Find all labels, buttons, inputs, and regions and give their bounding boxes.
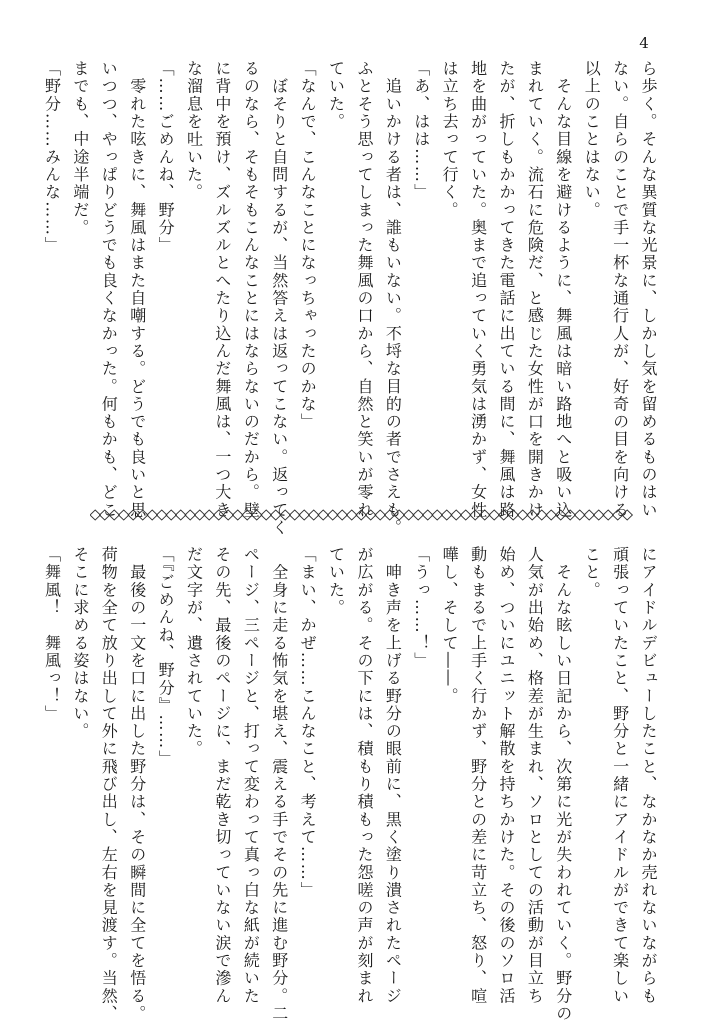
diamond-ornament xyxy=(480,510,490,520)
diamond-ornament xyxy=(337,510,347,520)
text-line: 以上のことはない。 xyxy=(582,60,602,219)
text-line: ていた。 xyxy=(326,60,346,131)
diamond-ornament xyxy=(309,510,319,520)
diamond-ornament xyxy=(356,510,366,520)
text-line: な溜息を吐いた。 xyxy=(184,60,204,202)
text-line: 「舞風！ 舞風っ！」 xyxy=(42,546,62,723)
diamond-ornament xyxy=(366,510,376,520)
diamond-ornament xyxy=(613,510,623,520)
diamond-ornament xyxy=(622,510,632,520)
text-line: そんな眩しい日記から、次第に光が失われていく。野分の xyxy=(553,546,573,1023)
diamond-ornament xyxy=(128,510,138,520)
diamond-ornament xyxy=(442,510,452,520)
text-line: 零れた呟きに、舞風はまた自嘲する。どうでも良いと思 xyxy=(127,60,147,519)
diamond-ornament xyxy=(575,510,585,520)
diamond-ornament xyxy=(375,510,385,520)
diamond-ornament xyxy=(290,510,300,520)
diamond-ornament xyxy=(594,510,604,520)
diamond-ornament xyxy=(413,510,423,520)
text-line: 呻き声を上げる野分の眼前に、黒く塗り潰されたページ xyxy=(383,546,403,1005)
diamond-ornament xyxy=(328,510,338,520)
diamond-ornament xyxy=(451,510,461,520)
text-line: にアイドルデビューしたこと、なかなか売れないながらも xyxy=(639,546,658,1005)
text-line: 始め、ついにユニット解散を持ちかけた。その後のソロ活 xyxy=(496,546,516,1005)
text-line: たが、折しもかかってきた電話に出ている間に、舞風は路 xyxy=(496,60,516,519)
diamond-ornament xyxy=(261,510,271,520)
page-number: 4 xyxy=(639,34,649,52)
diamond-ornament xyxy=(461,510,471,520)
diamond-ornament xyxy=(166,510,176,520)
diamond-ornament xyxy=(147,510,157,520)
text-line: 「……ごめんね、野分」 xyxy=(156,60,176,255)
text-line: ふとそう思ってしまった舞風の口から、自然と笑いが零れ xyxy=(354,60,374,519)
diamond-ornament xyxy=(347,510,357,520)
diamond-ornament xyxy=(584,510,594,520)
text-line: ていた。 xyxy=(326,546,346,617)
text-line: 人気が出始め、格差が生まれ、ソロとしての活動が目立ち xyxy=(525,546,545,1005)
diamond-ornament xyxy=(508,510,518,520)
diamond-ornament xyxy=(90,510,100,520)
text-line: までも、中途半端だ。 xyxy=(70,60,90,237)
text-line: 頑張っていたこと、野分と一緒にアイドルができて楽しい xyxy=(610,546,630,1005)
text-column-lower xyxy=(42,546,662,1023)
text-line: 「うっ……！」 xyxy=(411,546,431,670)
diamond-ornament xyxy=(556,510,566,520)
text-line: 地を曲がっていた。奥まで追っていく勇気は湧かず、女性 xyxy=(468,60,488,519)
text-line: が広がる。その下には、積もり積もった怨嗟の声が刻まれ xyxy=(354,546,374,1005)
text-line: その先、最後のページに、まだ乾き切っていない涙で滲ん xyxy=(212,546,232,1005)
text-line: 「なんで、こんなことになっちゃったのかな」 xyxy=(298,60,318,431)
text-line: 「野分……みんな……」 xyxy=(42,60,62,255)
diamond-ornament xyxy=(109,510,119,520)
diamond-ornament xyxy=(204,510,214,520)
text-column-upper xyxy=(42,60,662,537)
text-line: 「『ごめんね、野分』……」 xyxy=(156,546,176,768)
text-line: まれていく。流石に危険だ、と感じた女性が口を開きかけ xyxy=(525,60,545,519)
diamond-ornament xyxy=(404,510,414,520)
text-line: 「あ、はは……」 xyxy=(411,60,431,202)
diamond-ornament xyxy=(223,510,233,520)
diamond-ornament xyxy=(499,510,509,520)
diamond-ornament xyxy=(119,510,129,520)
text-line: ページ、三ページと、打って変わって真っ白な紙が続いた xyxy=(241,546,261,1005)
text-line: 追いかける者は、誰もいない。不埒な目的の者でさえも。 xyxy=(383,60,403,537)
text-line: ぼそりと自問するが、当然答えは返ってこない。返ってく xyxy=(269,60,289,537)
text-line: ない。自らのことで手一杯な通行人が、好奇の目を向ける xyxy=(610,60,630,519)
text-line: 嘩し、そして――。 xyxy=(440,546,460,705)
diamond-ornament xyxy=(318,510,328,520)
text-line: は立ち去って行く。 xyxy=(440,60,460,219)
diamond-ornament xyxy=(280,510,290,520)
diamond-ornament xyxy=(537,510,547,520)
diamond-ornament xyxy=(423,510,433,520)
diamond-ornament xyxy=(271,510,281,520)
text-line: 動もまるで上手く行かず、野分との差に苛立ち、怒り、喧 xyxy=(468,546,488,1005)
text-line: こと。 xyxy=(582,546,602,599)
diamond-ornament xyxy=(138,510,148,520)
diamond-ornament xyxy=(546,510,556,520)
diamond-ornament xyxy=(100,510,110,520)
text-line: 最後の一文を口に出した野分は、その瞬間に全てを悟る。 xyxy=(127,546,147,1023)
diamond-ornament xyxy=(214,510,224,520)
text-line: 荷物を全て放り出して外に飛び出し、左右を見渡す。当然、 xyxy=(99,546,119,1023)
text-line: だ文字が、遺されていた。 xyxy=(184,546,204,758)
diamond-ornament xyxy=(603,510,613,520)
diamond-ornament xyxy=(176,510,186,520)
diamond-ornament xyxy=(233,510,243,520)
diamond-ornament xyxy=(385,510,395,520)
text-line: 全身に走る怖気を堪え、震える手でその先に進む野分。二 xyxy=(269,546,289,1023)
diamond-ornament xyxy=(432,510,442,520)
diamond-ornament xyxy=(252,510,262,520)
diamond-ornament xyxy=(185,510,195,520)
diamond-ornament xyxy=(470,510,480,520)
diamond-ornament xyxy=(394,510,404,520)
diamond-ornament xyxy=(157,510,167,520)
text-line: そんな目線を避けるように、舞風は暗い路地へと吸い込 xyxy=(553,60,573,519)
text-line: いつつ、やっぱりどうでも良くなかった。何もかも、どこ xyxy=(99,60,119,519)
diamond-ornament xyxy=(565,510,575,520)
text-line: るのなら、そもそもこんなことにはならないのだから。壁 xyxy=(241,60,261,519)
text-line: 「まい、かぜ……こんなこと、考えて……」 xyxy=(298,546,318,899)
diamond-ornament xyxy=(489,510,499,520)
text-line: に背中を預け、ズルズルとへたり込んだ舞風は、一つ大き xyxy=(212,60,232,519)
diamond-ornament xyxy=(195,510,205,520)
diamond-chain-divider xyxy=(90,509,634,521)
text-line: そこに求める姿はない。 xyxy=(70,546,90,741)
diamond-ornament xyxy=(299,510,309,520)
diamond-ornament xyxy=(518,510,528,520)
text-line: ら歩く。そんな異質な光景に、しかし気を留めるものはい xyxy=(639,60,658,519)
diamond-ornament xyxy=(527,510,537,520)
diamond-ornament xyxy=(242,510,252,520)
